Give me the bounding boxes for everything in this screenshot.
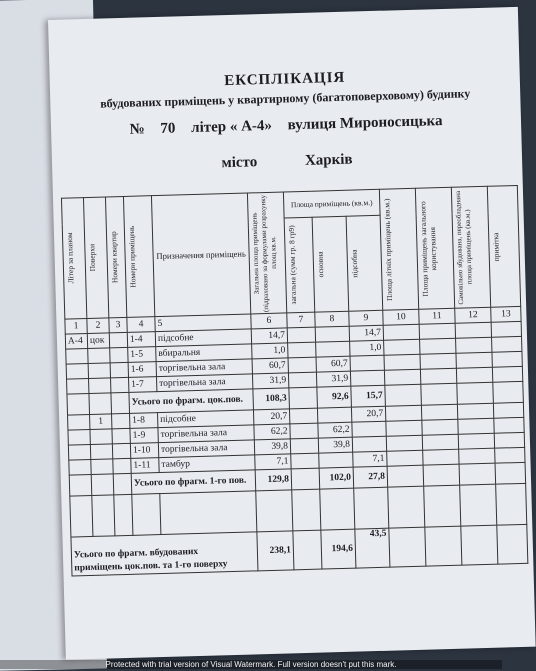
- col-num: 10: [383, 309, 419, 325]
- header-main: основна: [315, 251, 326, 278]
- cell-main: [317, 407, 351, 423]
- cell-floor: 1: [90, 414, 112, 430]
- cell-aux: [352, 421, 386, 437]
- subtotal-main: 102,0: [319, 467, 354, 489]
- subtotal-label: Усього по фрагм. цок.пов.: [129, 389, 254, 413]
- subtotal-total: 108,3: [253, 388, 290, 410]
- header-rooms: Номери приміщень: [126, 225, 138, 288]
- building-letter: літер « А-4»: [190, 117, 273, 137]
- cell-aux: [350, 370, 384, 386]
- cell-room: 1-6: [128, 362, 156, 378]
- cell-total: 31,9: [252, 373, 288, 389]
- col-num: 2: [87, 318, 109, 334]
- cell-purpose: торгівельна зала: [158, 440, 254, 458]
- document-subtitle: вбудованих приміщень у квартирному (багатоповерховому) будинку: [100, 86, 471, 111]
- subtotal-label: Усього по фрагм. 1-го пов.: [131, 470, 256, 494]
- cell-purpose: підсобне: [158, 410, 254, 428]
- col-num: 11: [419, 308, 455, 324]
- cell-floor: цок: [87, 333, 109, 349]
- number-sign: №: [129, 121, 145, 138]
- header-summer-area: Площа літніх приміщень (кв.м.): [382, 198, 394, 301]
- header-floors: Поверхи: [87, 243, 98, 272]
- grand-aux: 43,5: [355, 528, 390, 568]
- cell-aux: [350, 355, 384, 371]
- header-litera: Літер за планом: [64, 232, 76, 285]
- cell-total: 1,0: [252, 343, 288, 359]
- grand-total-label-line1: Усього по фрагм. вбудованих: [73, 547, 199, 561]
- document-page: [48, 7, 536, 660]
- city-line: [52, 147, 522, 177]
- header-apartments: Номери квартир: [108, 231, 120, 284]
- cell-main: [315, 326, 349, 342]
- address-line: [51, 111, 521, 141]
- cell-aux: [352, 436, 386, 452]
- grand-main: 194,6: [321, 529, 356, 569]
- cell-total: 60,7: [252, 358, 288, 374]
- city-label: місто: [221, 154, 258, 172]
- subtotal-aux: 15,7: [351, 385, 386, 407]
- cell-purpose: торгівельна зала: [156, 359, 252, 377]
- cell-purpose: підсобне: [155, 329, 251, 347]
- trial-watermark: Protected with trial version of Visual Watermark. Full version doesn't put this mark.: [0, 660, 502, 669]
- cell-main: 60,7: [316, 356, 350, 372]
- col-num: 9: [349, 310, 383, 326]
- col-num: 6: [251, 313, 287, 329]
- header-common-area: Площа приміщень загального користування: [418, 200, 439, 297]
- cell-room: 1-10: [130, 443, 158, 459]
- col-num: 3: [109, 317, 127, 332]
- cell-purpose: вбиральня: [156, 344, 252, 362]
- cell-purpose: торгівельна зала: [156, 374, 252, 392]
- cell-purpose: торгівельна зала: [158, 425, 254, 443]
- header-note: примітка: [491, 232, 501, 262]
- grand-total-label-line2: приміщень цок.пов. та 1-го поверху: [74, 559, 228, 574]
- cell-room: 1-7: [129, 377, 157, 393]
- cell-litera: А-4: [65, 334, 87, 350]
- cell-total: 39,8: [254, 439, 290, 455]
- street-name: вулиця Мироносицька: [287, 113, 443, 134]
- explication-table: [61, 185, 528, 577]
- cell-total: 14,7: [251, 328, 287, 344]
- cell-main: 62,2: [318, 422, 352, 438]
- col-num: 12: [455, 307, 491, 323]
- header-general-sum: загальна (сумм гр. 8 гр9): [286, 225, 299, 305]
- cell-total: 20,7: [253, 409, 289, 425]
- cell-purpose: тамбур: [159, 455, 255, 473]
- cell-room: 1-5: [128, 347, 156, 363]
- cell-aux: 7,1: [353, 451, 387, 467]
- cell-main: 31,9: [316, 371, 350, 387]
- cell-main: [316, 341, 350, 357]
- header-area-group: Площа приміщень (кв.м.): [283, 189, 380, 218]
- subtotal-main: 92,6: [317, 386, 352, 408]
- cell-room: 1-8: [130, 413, 158, 429]
- col-num: 7: [287, 312, 315, 328]
- subtotal-aux: 27,8: [353, 466, 388, 488]
- cell-main: 39,8: [318, 437, 352, 453]
- cell-room: 1-11: [131, 458, 159, 474]
- cell-total: 62,2: [254, 424, 290, 440]
- city-name: Харків: [304, 151, 353, 169]
- grand-total: 238,1: [257, 531, 294, 571]
- cell-aux: 14,7: [349, 325, 383, 341]
- header-unauthorized-area: Самовільно збудована, переобладнана площа приміщень (кв.м.): [453, 190, 474, 305]
- cell-main: [319, 452, 353, 468]
- header-auxiliary: підсобна: [349, 249, 360, 278]
- header-total-area: Загальна площа приміщень (підраховано за формулами розрахунку площ кв.м.: [250, 194, 279, 312]
- cell-total: 7,1: [255, 454, 291, 470]
- col-num: 5: [155, 314, 251, 332]
- cell-room: 1-4: [127, 332, 155, 348]
- col-num: 13: [491, 306, 521, 322]
- subtotal-total: 129,8: [255, 469, 292, 491]
- cell-aux: 1,0: [350, 340, 384, 356]
- col-num: 8: [315, 311, 349, 327]
- document-title: ЕКСПЛІКАЦІЯ: [224, 69, 346, 90]
- col-num: 4: [127, 317, 155, 333]
- cell-room: 1-9: [130, 428, 158, 444]
- building-number: 70: [160, 120, 176, 137]
- header-purpose: Призначення приміщень: [151, 193, 250, 317]
- cell-aux: 20,7: [351, 406, 385, 422]
- col-num: 1: [65, 319, 87, 335]
